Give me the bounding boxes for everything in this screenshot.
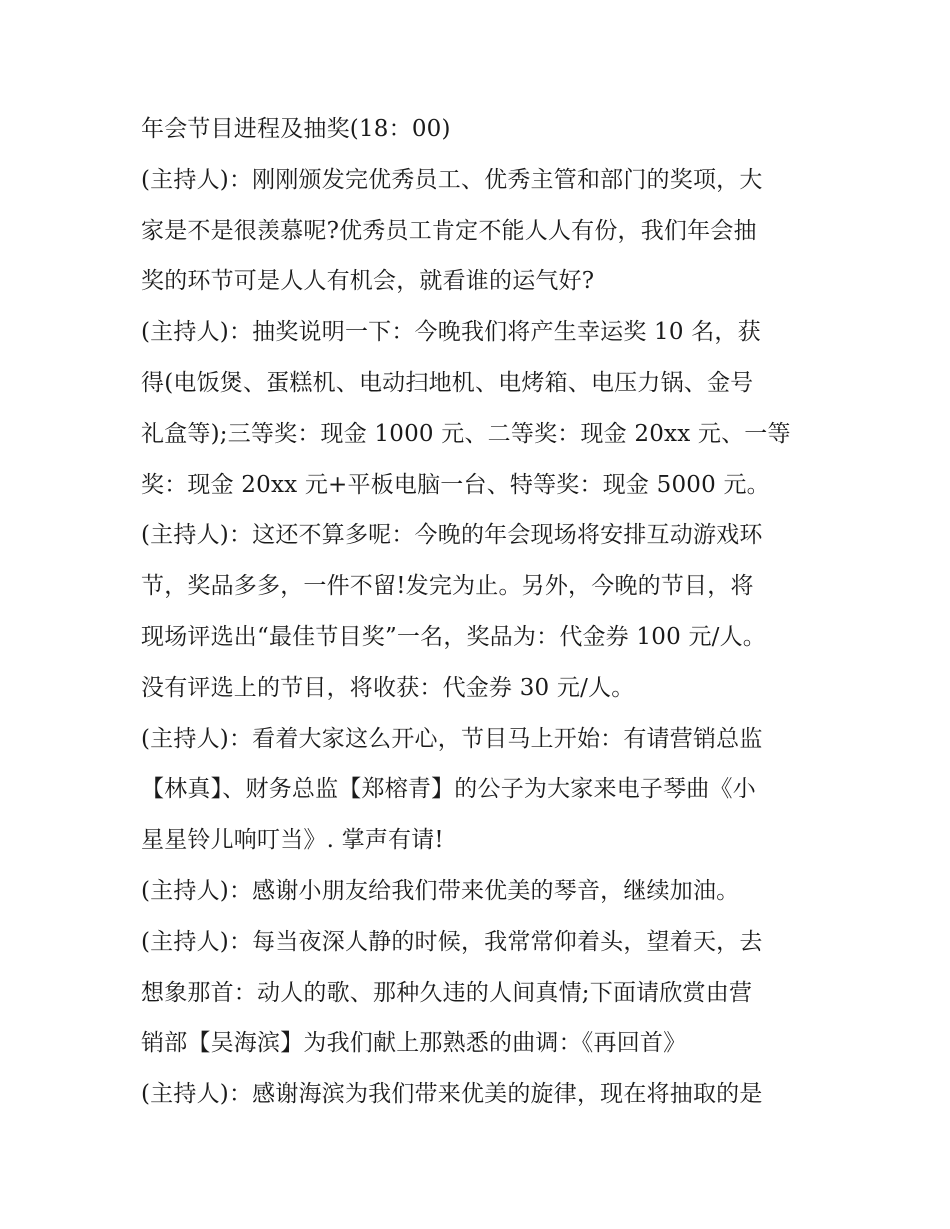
text-line: 星星铃儿响叮当》. 掌声有请!: [141, 827, 444, 854]
text-line: 销部【吴海滨】为我们献上那熟悉的曲调：《再回首》: [141, 1030, 687, 1057]
text-line: (主持人)：感谢海滨为我们带来优美的旋律，现在将抽取的是: [141, 1081, 763, 1108]
text-line: (主持人)：看着大家这么开心，节目马上开始：有请营销总监: [141, 725, 763, 752]
text-line: (主持人)：这还不算多呢：今晚的年会现场将安排互动游戏环: [141, 522, 763, 549]
document-body: [141, 104, 821, 1120]
text-line: (主持人)：每当夜深人静的时候，我常常仰着头，望着天，去: [141, 928, 763, 955]
text-line: (主持人)：感谢小朋友给我们带来优美的琴音，继续加油。: [141, 877, 740, 904]
text-line: 想象那首：动人的歌、那种久违的人间真情;下面请欣赏由营: [141, 979, 753, 1006]
document-title: 年会节目进程及抽奖(18：00): [141, 116, 451, 142]
text-line: 礼盒等);三等奖：现金 1000 元、二等奖：现金 20xx 元、一等: [141, 420, 791, 447]
text-line: 奖：现金 20xx 元+平板电脑一台、特等奖：现金 5000 元。: [141, 471, 770, 498]
text-line: 节，奖品多多，一件不留!发完为止。另外，今晚的节目，将: [141, 573, 754, 600]
text-line: 【林真】、财务总监【郑榕青】的公子为大家来电子琴曲《小: [141, 776, 756, 803]
text-line: 奖的环节可是人人有机会，就看谁的运气好?: [141, 268, 595, 295]
text-line: 家是不是很羡慕呢?优秀员工肯定不能人人有份，我们年会抽: [141, 217, 757, 244]
text-line: 现场评选出“最佳节目奖”一名，奖品为：代金券 100 元/人。: [141, 623, 766, 650]
text-line: (主持人)：刚刚颁发完优秀员工、优秀主管和部门的奖项，大: [141, 166, 763, 193]
text-line: 没有评选上的节目，将收获：代金券 30 元/人。: [141, 674, 635, 701]
text-line: (主持人)：抽奖说明一下：今晚我们将产生幸运奖 10 名，获: [141, 319, 761, 346]
text-line: 得(电饭煲、蛋糕机、电动扫地机、电烤箱、电压力锅、金号: [141, 369, 754, 396]
